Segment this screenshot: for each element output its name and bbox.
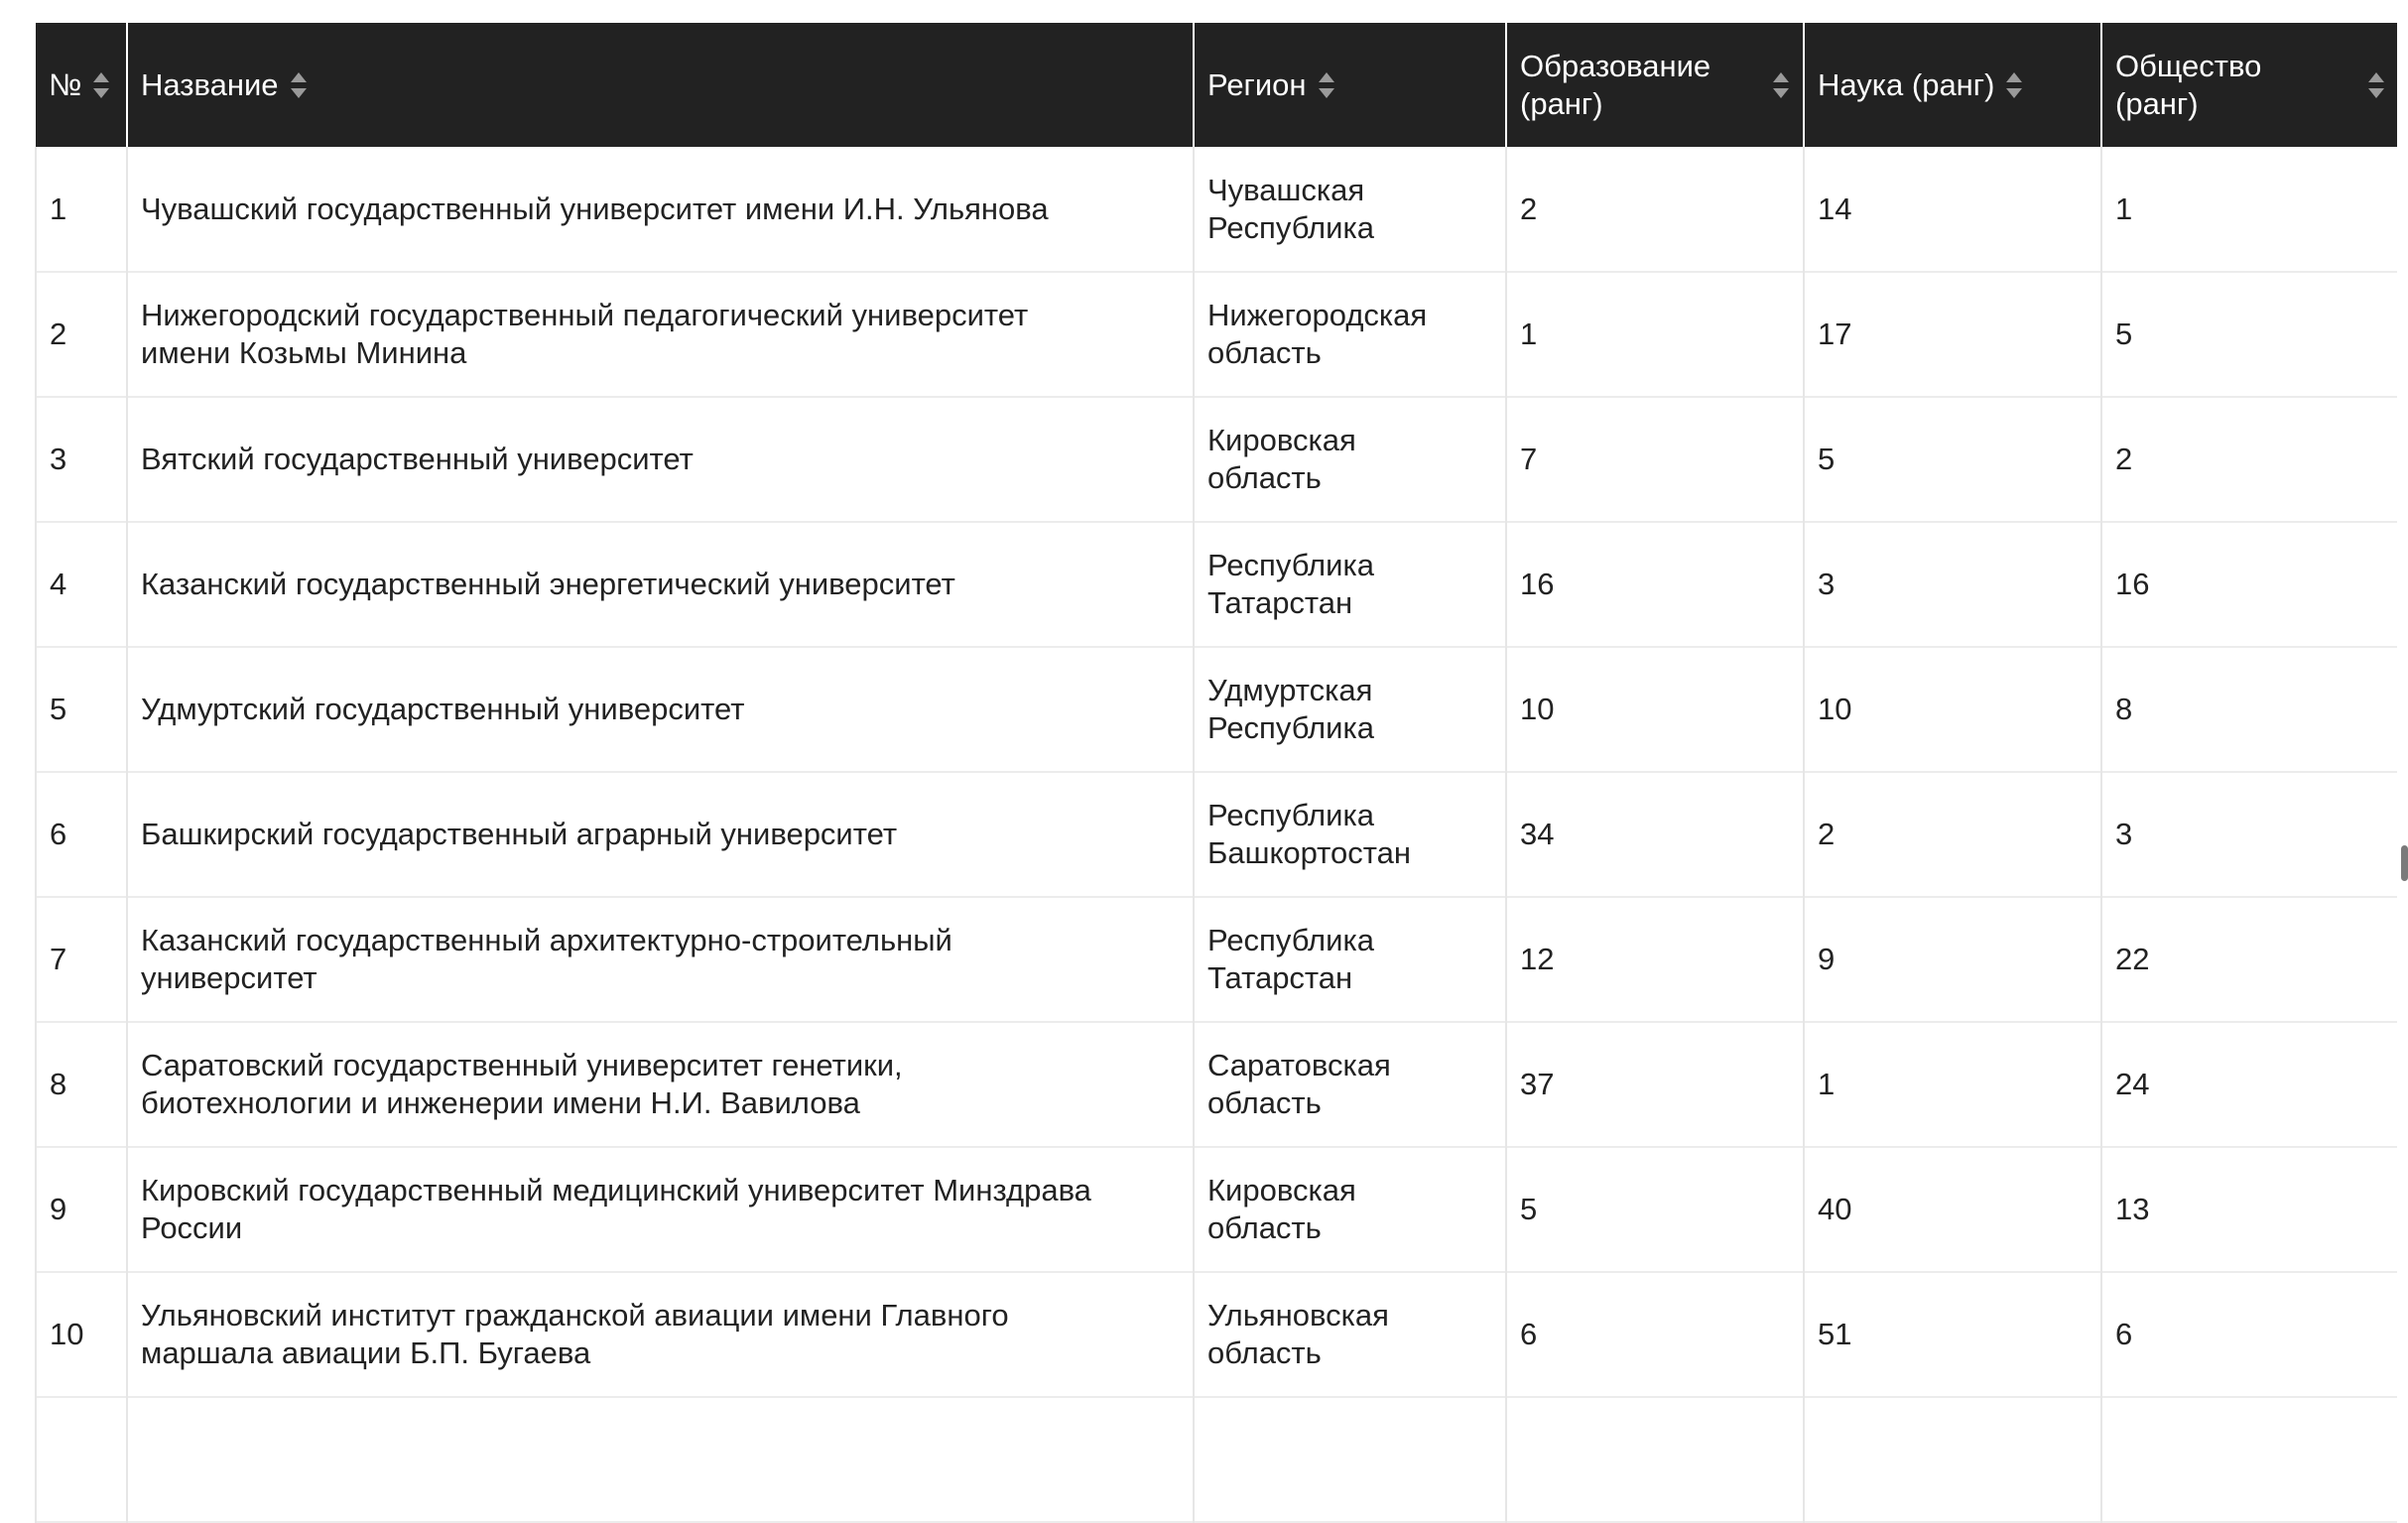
column-header-education-line1: Образование [1520,48,1711,83]
cell-education-rank: 10 [1506,647,1804,772]
cell-name-line1: Казанский государственный архитектурно-строительный [141,923,952,957]
cell-name-line1: Ульяновский институт гражданской авиации имени Главного [141,1298,1009,1333]
cell-region [1194,1272,1506,1397]
cell-society-rank: 5 [2101,272,2397,397]
cell-education-rank: 12 [1506,897,1804,1022]
cell-region-line1: Нижегородская [1207,298,1428,332]
cell-num: 1 [36,147,127,272]
cell-science-rank: 2 [1804,772,2101,897]
cell-science-rank: 51 [1804,1272,2101,1397]
header-row [36,23,2397,147]
table-body [36,147,2397,1522]
cell-region-line1: Ульяновская [1207,1298,1389,1333]
cell-science-rank: 3 [1804,522,2101,647]
cell-society-rank: 13 [2101,1147,2397,1272]
cell-name [127,1272,1194,1397]
column-header-education-line2: (ранг) [1520,85,1603,121]
table-row [36,897,2397,1022]
cell-society-rank: 6 [2101,1272,2397,1397]
cell-region-line1: Республика [1207,548,1374,582]
cell-name-line2: имени Козьмы Минина [141,335,467,370]
cell-region [1194,522,1506,647]
cell-region [1194,647,1506,772]
cell-region-line2: область [1207,460,1322,495]
cell-education-rank: 5 [1506,1147,1804,1272]
cell-region [1194,397,1506,522]
table-row [36,1272,2397,1397]
cell-science-rank: 5 [1804,397,2101,522]
university-ranking-table [35,23,2397,1523]
cell-name-line2: России [141,1210,243,1245]
cell-num: 3 [36,397,127,522]
table-row [36,647,2397,772]
column-header-name-label: Название [141,66,279,102]
cell-region-line2: область [1207,335,1322,370]
cell-region-line2: Республика [1207,710,1374,745]
cell-region-line1: Республика [1207,798,1374,832]
cell-education-rank: 6 [1506,1272,1804,1397]
cell-education-rank: 1 [1506,272,1804,397]
cell-region-line2: Республика [1207,209,1374,245]
cell-society-rank: 2 [2101,397,2397,522]
column-header-science-label: Наука (ранг) [1818,66,1995,102]
cell-region-line2: область [1207,1210,1322,1245]
cell-name: Казанский государственный энергетический университет [127,522,1194,647]
cell-num: 7 [36,897,127,1022]
column-header-num-label: № [49,66,82,102]
cell-num: 4 [36,522,127,647]
ranking-table-container [35,23,2397,1523]
cell-science-rank: 10 [1804,647,2101,772]
cell-name-line1: Нижегородский государственный педагогический университет [141,298,1029,332]
table-row [36,1147,2397,1272]
cell-region-line1: Кировская [1207,1173,1356,1207]
cell-region [1194,1147,1506,1272]
table-row [36,1022,2397,1147]
cell-science-rank: 17 [1804,272,2101,397]
cell-region-line2: Башкортостан [1207,835,1411,870]
cell-society-rank: 24 [2101,1022,2397,1147]
cell-region-line2: Татарстан [1207,960,1353,995]
cell-name: Удмуртский государственный университет [127,647,1194,772]
cell-num: 9 [36,1147,127,1272]
cell-region-line1: Кировская [1207,423,1356,457]
table-row-partial [36,1397,2397,1522]
column-header-education[interactable] [1506,23,1804,147]
column-header-num[interactable] [36,23,127,147]
cell-region [1194,897,1506,1022]
table-row [36,772,2397,897]
cell-region-line1: Саратовская [1207,1048,1391,1082]
table-row [36,272,2397,397]
table-row [36,397,2397,522]
column-header-region-label: Регион [1207,66,1307,102]
column-header-society-line2: (ранг) [2115,85,2199,121]
cell-num: 8 [36,1022,127,1147]
cell-science-rank: 9 [1804,897,2101,1022]
cell-name [127,897,1194,1022]
cell-name [127,272,1194,397]
cell-region-line1: Чувашская [1207,172,1365,207]
column-header-society-label [2115,48,2261,123]
cell-num: 10 [36,1272,127,1397]
cell-region [1194,147,1506,272]
cell-num: 5 [36,647,127,772]
cell-science-rank: 40 [1804,1147,2101,1272]
column-header-science[interactable] [1804,23,2101,147]
cell-education-rank: 16 [1506,522,1804,647]
sort-updown-icon[interactable] [289,70,309,100]
cell-science-rank: 1 [1804,1022,2101,1147]
cell-name-line1: Кировский государственный медицинский университет Минздрава [141,1173,1091,1207]
cell-num: 2 [36,272,127,397]
cell-education-rank: 2 [1506,147,1804,272]
column-header-name[interactable] [127,23,1194,147]
table-row [36,147,2397,272]
sort-updown-icon[interactable] [2004,70,2024,100]
cell-name: Башкирский государственный аграрный университет [127,772,1194,897]
cell-name [127,1022,1194,1147]
cell-region-line2: область [1207,1335,1322,1370]
cell-name: Вятский государственный университет [127,397,1194,522]
cell-name-line2: маршала авиации Б.П. Бугаева [141,1335,591,1370]
vertical-scrollbar-thumb[interactable] [2401,845,2408,881]
table-row [36,522,2397,647]
cell-science-rank: 14 [1804,147,2101,272]
cell-name [127,1147,1194,1272]
column-header-region[interactable] [1194,23,1506,147]
cell-region-line2: область [1207,1085,1322,1120]
cell-name: Чувашский государственный университет имени И.Н. Ульянова [127,147,1194,272]
cell-society-rank: 1 [2101,147,2397,272]
cell-education-rank: 37 [1506,1022,1804,1147]
sort-updown-icon[interactable] [1771,70,1791,100]
cell-society-rank: 16 [2101,522,2397,647]
cell-region-line1: Республика [1207,923,1374,957]
sort-updown-icon[interactable] [91,70,111,100]
cell-education-rank: 7 [1506,397,1804,522]
cell-name-line2: университет [141,960,317,995]
table-header [36,23,2397,147]
cell-region [1194,772,1506,897]
cell-region [1194,1022,1506,1147]
sort-updown-icon[interactable] [2366,70,2386,100]
column-header-society[interactable] [2101,23,2397,147]
cell-society-rank: 8 [2101,647,2397,772]
cell-society-rank: 3 [2101,772,2397,897]
column-header-education-label [1520,48,1711,123]
cell-education-rank: 34 [1506,772,1804,897]
cell-name-line1: Саратовский государственный университет генетики, [141,1048,903,1082]
cell-region-line2: Татарстан [1207,585,1353,620]
cell-region-line1: Удмуртская [1207,673,1373,707]
cell-society-rank: 22 [2101,897,2397,1022]
sort-updown-icon[interactable] [1317,70,1336,100]
column-header-society-line1: Общество [2115,48,2262,83]
cell-region [1194,272,1506,397]
cell-name-line2: биотехнологии и инженерии имени Н.И. Вавилова [141,1085,860,1120]
cell-num: 6 [36,772,127,897]
